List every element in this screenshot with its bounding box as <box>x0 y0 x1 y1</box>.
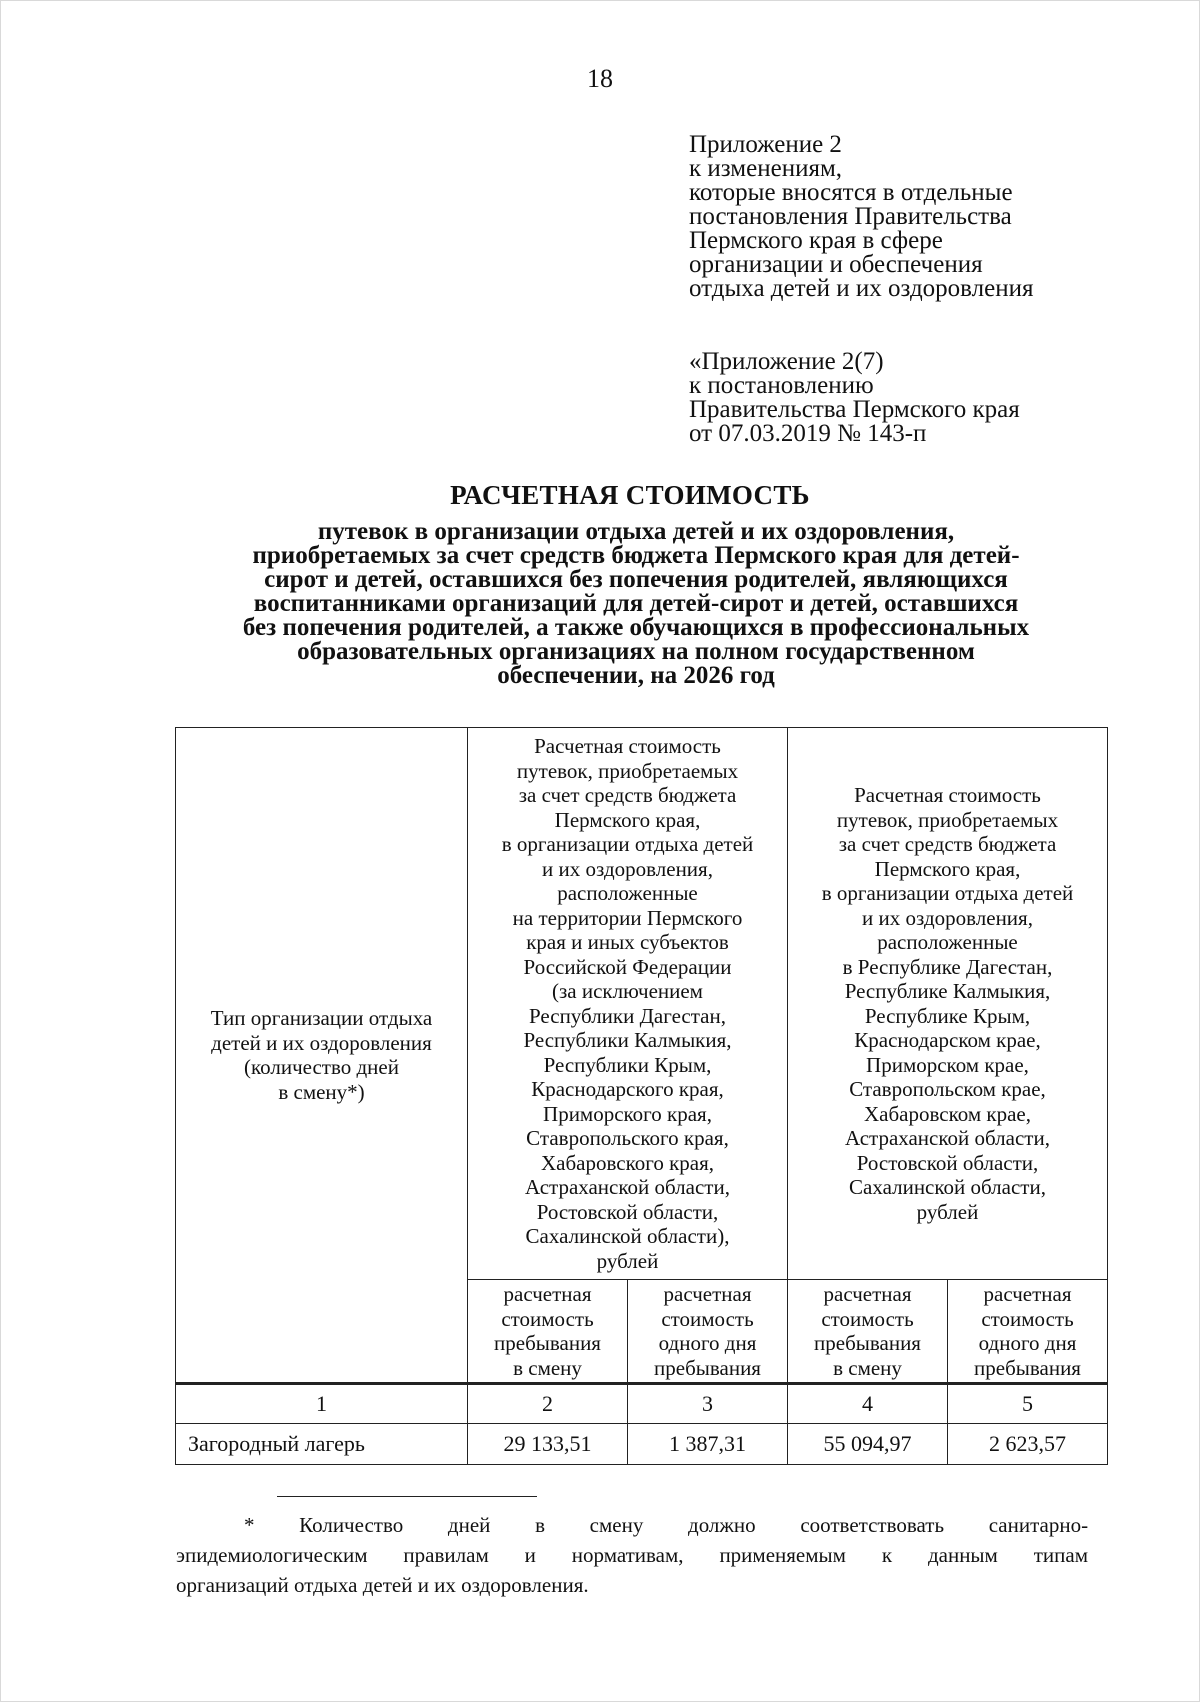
annex-line: которые вносятся в отдельные <box>689 179 1013 206</box>
header-line: Приморском крае, <box>866 1052 1029 1077</box>
subheader-line: стоимость <box>821 1306 914 1331</box>
subheader-line: расчетная <box>503 1282 592 1306</box>
subtitle-line: приобретаемых за счет средств бюджета Пермского края для детей- <box>252 542 1020 569</box>
header-line: Ставропольского края, <box>526 1126 729 1150</box>
header-line: рублей <box>596 1248 659 1273</box>
header-line: (за исключением <box>552 979 703 1003</box>
header-line: Краснодарском крае, <box>854 1028 1041 1052</box>
footnote-word: соответствовать <box>800 1513 945 1537</box>
header-organization-type <box>176 728 468 1384</box>
header-line: за счет средств бюджета <box>838 832 1057 856</box>
header-line: детей и их оздоровления <box>211 1030 432 1055</box>
document-title: РАСЧЕТНАЯ СТОИМОСТЬ <box>450 480 810 510</box>
header-line: путевок, приобретаемых <box>516 758 739 783</box>
resolution-reference <box>689 350 1159 446</box>
subheader-line: пребывания <box>814 1331 921 1355</box>
header-line: Республики Калмыкия, <box>523 1028 732 1052</box>
header-line: Республики Дагестан, <box>529 1003 726 1028</box>
header-line: Расчетная стоимость <box>854 783 1041 807</box>
header-line: Сахалинской области), <box>525 1224 730 1248</box>
column-number: 1 <box>176 1384 468 1424</box>
header-line: в смену*) <box>278 1079 365 1104</box>
footnote-divider <box>277 1496 537 1497</box>
header-line: Приморского края, <box>543 1101 712 1126</box>
header-perm-region-cost <box>468 728 788 1280</box>
page-number: 18 <box>587 64 613 93</box>
footnote-word: санитарно- <box>988 1513 1089 1537</box>
header-line: Пермского края, <box>874 856 1021 881</box>
reference-line: к постановлению <box>689 372 874 399</box>
subheader-line: стоимость <box>661 1306 754 1331</box>
reference-line: «Приложение 2(7) <box>689 348 884 375</box>
header-line: Хабаровском крае, <box>864 1101 1031 1126</box>
annex-note <box>689 133 1159 301</box>
subtitle-line: образовательных организациях на полном государственном <box>297 638 975 665</box>
column-number: 3 <box>628 1384 788 1424</box>
footnote <box>176 1510 1088 1600</box>
subtitle-line: путевок в организации отдыха детей и их оздоровления, <box>317 518 955 545</box>
document-subtitle <box>176 520 1096 688</box>
subheader-line: пребывания <box>494 1331 601 1355</box>
header-line: (количество дней <box>244 1055 399 1079</box>
header-line: в организации отдыха детей <box>821 881 1074 905</box>
header-line: Расчетная стоимость <box>534 734 721 758</box>
reference-line: Правительства Пермского края <box>689 396 1020 423</box>
header-line: на территории Пермского <box>512 905 743 930</box>
footnote-word: дней <box>447 1513 491 1537</box>
footnote-line: эпидемиологическим правилам и нормативам, применяемым к данным типам <box>176 1543 1088 1567</box>
subheader-line: пребывания <box>654 1355 761 1380</box>
header-line: расположенные <box>557 881 698 905</box>
subheader-line: расчетная <box>983 1282 1072 1306</box>
header-line: в организации отдыха детей <box>501 832 754 856</box>
subtitle-line: воспитанниками организаций для детей-сирот и детей, оставшихся <box>253 590 1019 617</box>
subheader-line: расчетная <box>823 1282 912 1306</box>
cell-cost-per-day: 1 387,31 <box>628 1424 788 1465</box>
subheader-line: в смену <box>833 1355 902 1380</box>
footnote-word: * Количество <box>244 1513 404 1537</box>
header-line: в Республике Дагестан, <box>842 954 1053 979</box>
subheader-line: расчетная <box>663 1282 752 1306</box>
cell-cost-per-shift: 29 133,51 <box>468 1424 628 1465</box>
subheader-line: пребывания <box>974 1355 1081 1380</box>
header-line: за счет средств бюджета <box>518 783 737 807</box>
footnote-word: в <box>535 1513 545 1537</box>
header-line: Сахалинской области, <box>849 1175 1046 1199</box>
column-number: 4 <box>788 1384 948 1424</box>
cell-cost-per-day: 2 623,57 <box>948 1424 1108 1465</box>
footnote-word: должно <box>688 1513 756 1537</box>
header-line: Краснодарского края, <box>531 1077 724 1101</box>
header-line: Республике Калмыкия, <box>844 979 1051 1003</box>
row-organization-type: Загородный лагерь <box>176 1424 468 1465</box>
annex-line: организации и обеспечения <box>689 251 983 278</box>
subtitle-line: обеспечении, на 2026 год <box>497 662 775 689</box>
cell-cost-per-shift: 55 094,97 <box>788 1424 948 1465</box>
column-number: 2 <box>468 1384 628 1424</box>
footnote-word: смену <box>589 1513 644 1537</box>
subheader-cost-per-shift <box>468 1280 628 1384</box>
header-line: рублей <box>916 1199 979 1224</box>
header-line: Республике Крым, <box>864 1003 1031 1028</box>
table-header-row <box>176 728 1108 1280</box>
header-line: Хабаровского края, <box>540 1150 714 1175</box>
header-line: Пермского края, <box>554 807 701 832</box>
reference-line: от 07.03.2019 № 143-п <box>689 420 927 447</box>
header-line: Астраханской области, <box>525 1175 730 1199</box>
header-line: Ставропольском крае, <box>849 1077 1046 1101</box>
annex-line: к изменениям, <box>689 155 843 182</box>
subheader-line: одного дня <box>658 1331 757 1355</box>
header-line: расположенные <box>877 930 1018 954</box>
header-line: Республики Крым, <box>543 1052 712 1077</box>
column-number: 5 <box>948 1384 1108 1424</box>
subheader-cost-per-day <box>628 1280 788 1384</box>
annex-line: отдыха детей и их оздоровления <box>689 275 1034 302</box>
annex-line: Приложение 2 <box>689 131 842 158</box>
header-line: Ростовской области, <box>856 1150 1039 1175</box>
subheader-line: стоимость <box>981 1306 1074 1331</box>
header-line: края и иных субъектов <box>526 930 729 954</box>
annex-line: постановления Правительства <box>689 203 1012 230</box>
subheader-line: одного дня <box>978 1331 1077 1355</box>
annex-line: Пермского края в сфере <box>689 227 943 254</box>
subheader-cost-per-day <box>948 1280 1108 1384</box>
header-line: Ростовской области, <box>536 1199 719 1224</box>
header-line: Астраханской области, <box>845 1126 1050 1150</box>
subtitle-line: без попечения родителей, а также обучающихся в профессиональных <box>242 614 1030 641</box>
header-line: и их оздоровления, <box>862 905 1033 930</box>
subtitle-line: сирот и детей, оставшихся без попечения родителей, являющихся <box>264 566 1008 593</box>
header-line: Тип организации отдыха <box>210 1006 433 1030</box>
header-line: и их оздоровления, <box>542 856 713 881</box>
subheader-cost-per-shift <box>788 1280 948 1384</box>
footnote-line <box>176 1510 1088 1540</box>
header-line: Российской Федерации <box>523 954 732 979</box>
cost-table <box>175 727 1108 1465</box>
subheader-line: в смену <box>513 1355 582 1380</box>
subheader-line: стоимость <box>501 1306 594 1331</box>
header-southern-regions-cost <box>788 728 1108 1280</box>
column-number-row <box>176 1384 1108 1424</box>
footnote-line: организаций отдыха детей и их оздоровления. <box>176 1573 589 1597</box>
header-line: путевок, приобретаемых <box>836 807 1059 832</box>
table-row <box>176 1424 1108 1465</box>
